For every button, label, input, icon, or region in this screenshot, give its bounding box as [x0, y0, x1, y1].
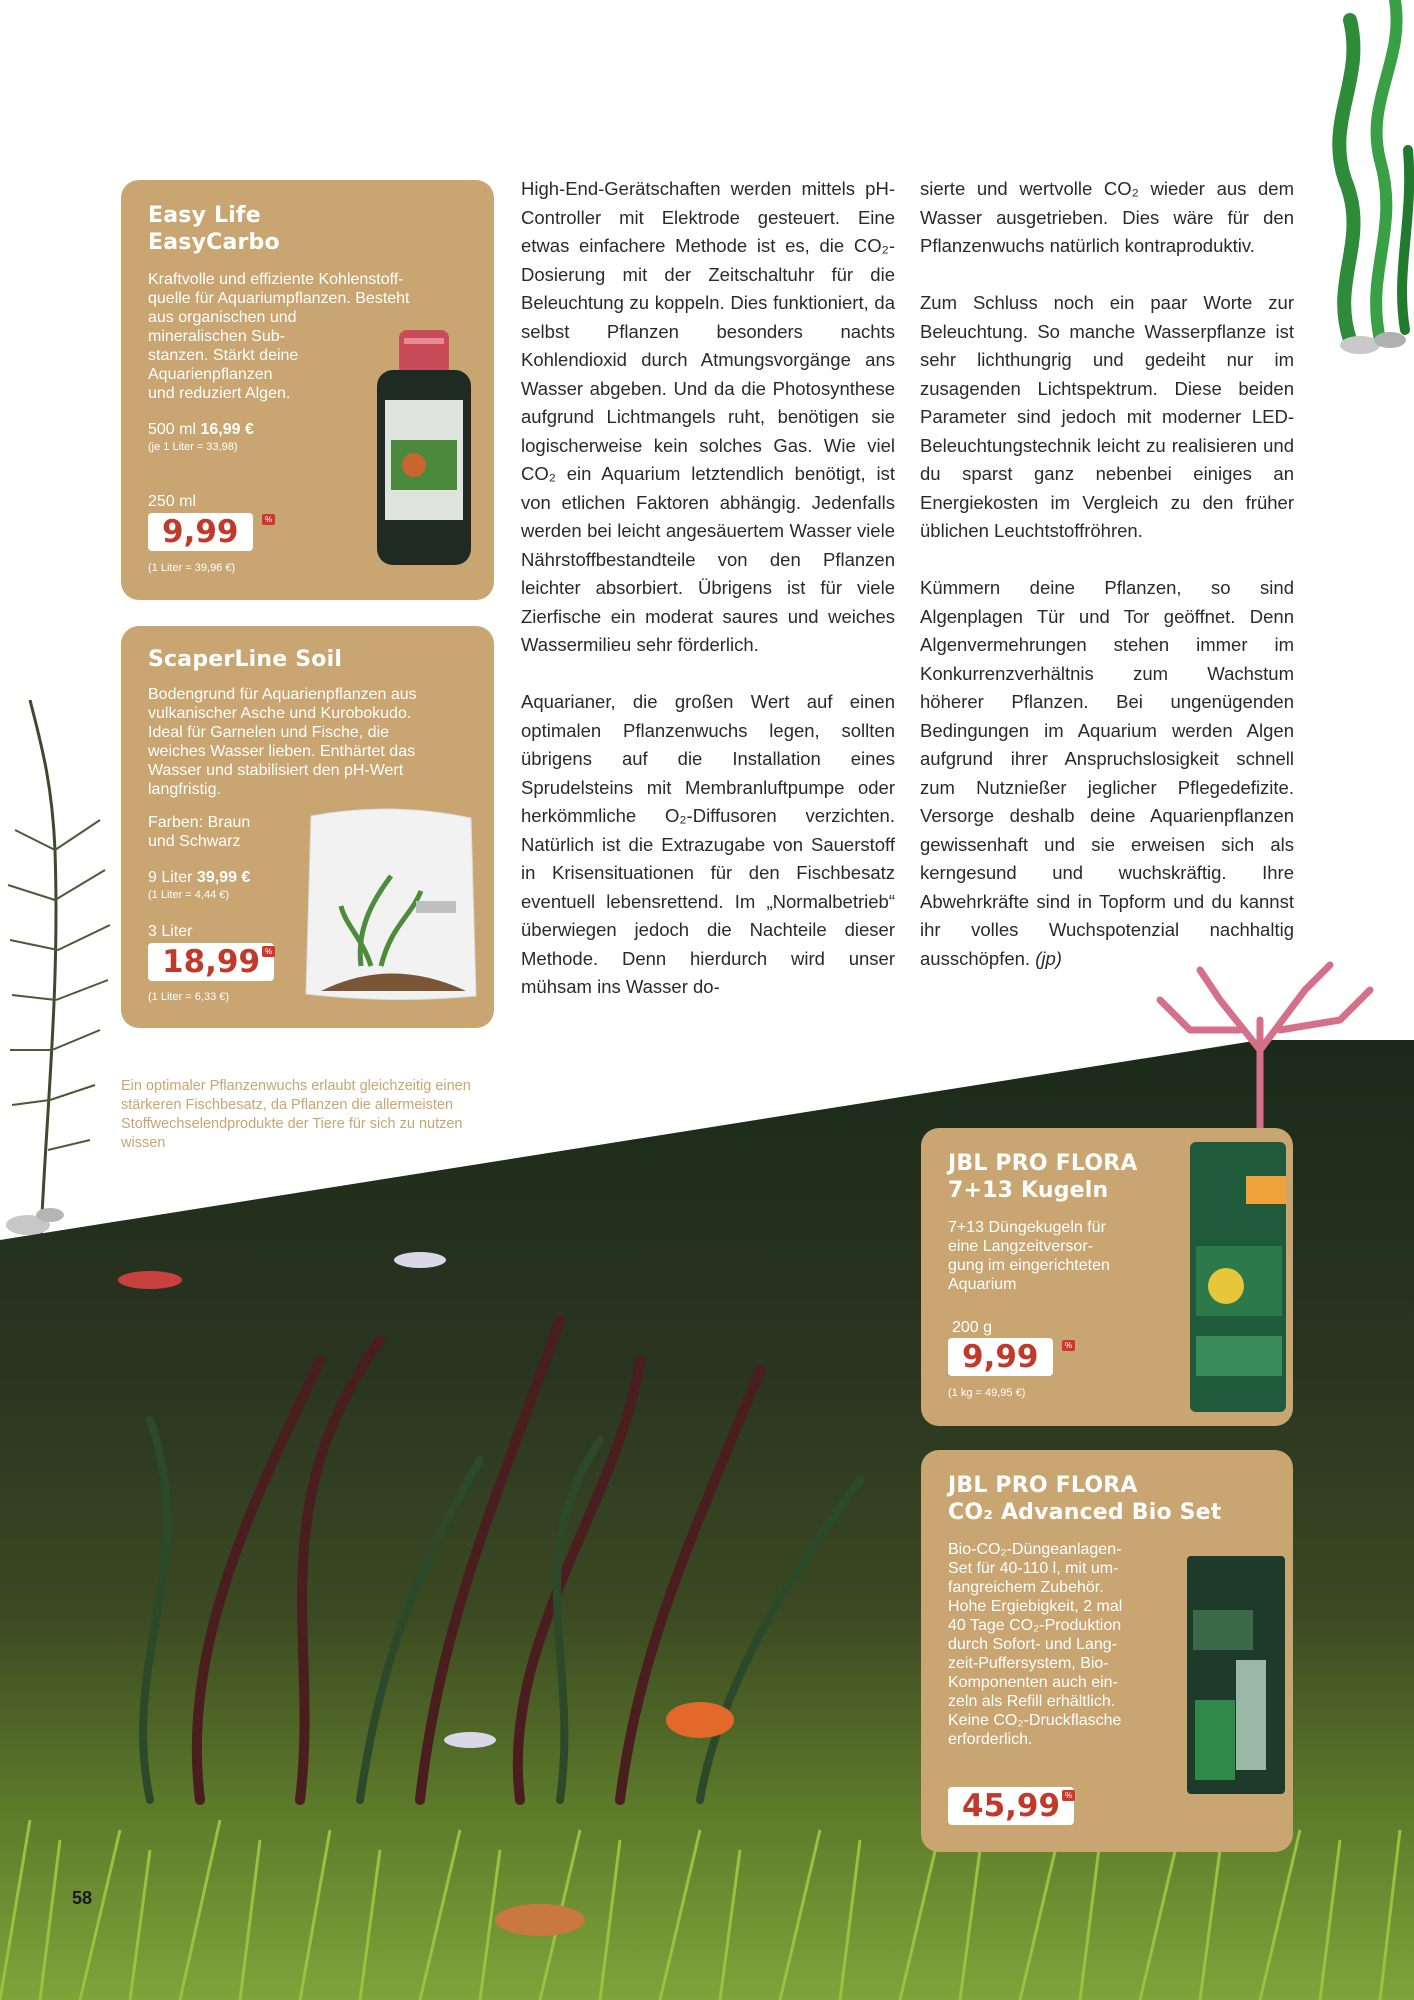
- product-title: Easy Life EasyCarbo: [148, 203, 280, 255]
- product-description: 7+13 Düngekugeln für eine Langzeitversor- gung im eingerichteten Aquarium: [948, 1219, 1110, 1293]
- paragraph: High-End-Gerätschaften werden mittels pH-Controller mit Elektrode gesteuert. Eine etwas einfachere Methode ist es, die CO₂-Dosierung mit der Zeitschaltuhr für die Beleuchtung zu koppeln. Dies funktioniert, da selbst Pflanzen besonders nachts Kohlendioxid durch Atmungsvorgänge ans Wasser abgeben. Und da die Photosynthese aufgrund Lichtmangels ruht, benötigen sie logischerweise kein solches Gas. Wie viel CO₂ ein Aquarium letztendlich benötigt, ist von etlichen Faktoren abhängig. Jedenfalls werden bei leicht angesäuertem Wasser viele Nährstoffbestandteile von den Pflanzen leichter absorbiert. Übrigens ist für viele Zierfische ein moderat saures und weiches Wassermilieu sehr förderlich.: [521, 178, 895, 655]
- size-price-large: 9 Liter 39,99 €: [148, 869, 251, 886]
- paragraph: Aquarianer, die großen Wert auf einen optimalen Pflanzenwuchs legen, sollten übrigens auf die Installation eines Sprudelsteins mit Membranluftpumpe oder herkömmliche O₂-Diffusoren verzichten. Natürlich ist die Extrazugabe von Sauerstoff in Krisensituationen für den Fischbesatz eventuell lebensrettend. Im „Normalbetrieb“ überwiegen jedoch die Nachteile dieser Methode. Denn hierdurch wird unser mühsam ins Wasser do-: [521, 691, 895, 997]
- color-options: Farben: Braun und Schwarz: [148, 814, 251, 850]
- discount-badge: %: [1062, 1790, 1075, 1801]
- paragraph: sierte und wertvolle CO₂ wieder aus dem Wasser ausgetrieben. Dies wäre für den Pflanzenwuchs natürlich kontraproduktiv.: [920, 178, 1294, 256]
- article-column-2: [920, 175, 1294, 973]
- author-initials: (jp): [1035, 947, 1062, 969]
- coral-decoration: [1130, 960, 1390, 1130]
- size-label: 200 g: [952, 1319, 993, 1336]
- size-label: 3 Liter: [148, 923, 193, 940]
- paragraph: Zum Schluss noch ein paar Worte zur Beleuchtung. So manche Wasserpflanze ist sehr lichthungrig und gedeiht nur im zusagenden Lichtspektrum. Diese beiden Parameter sind jedoch mit moderner LED-Beleuchtungstechnik leicht zu realisieren und du sparst ganz nebenbei einiges an Energiekosten im Vergleich zu den früher üblichen Leuchtstoffröhren.: [920, 292, 1294, 541]
- fern-decoration: [0, 700, 125, 1260]
- price-tag: 9,99: [948, 1338, 1053, 1376]
- bag-image: [301, 806, 481, 1006]
- size-price-large: 500 ml 16,99 €: [148, 421, 254, 438]
- price-tag: 45,99: [948, 1787, 1074, 1825]
- photo-caption: Ein optimaler Pflanzenwuchs erlaubt gleichzeitig einen stärkeren Fischbesatz, da Pflanzen die allermeisten Stoffwechselendprodukte der Tiere für sich zu nutzen wissen: [121, 1078, 471, 1151]
- product-card-easycarbo[interactable]: [121, 180, 494, 600]
- article-column-1: [521, 175, 895, 1002]
- price-tag: 9,99: [148, 513, 253, 551]
- box-image: [1181, 1550, 1291, 1800]
- bottle-image: [369, 330, 479, 570]
- size-label: 250 ml: [148, 493, 197, 510]
- discount-badge: %: [262, 514, 275, 525]
- product-card-proflora-kugeln[interactable]: [921, 1128, 1293, 1426]
- paragraph: Kümmern deine Pflanzen, so sind Algenplagen Tür und Tor geöffnet. Denn Algenvermehrungen stehen immer im Konkurrenzverhältnis zum Wachstum höherer Pflanzen. Bei ungenügenden Bedingungen im Aquarium werden Algen aufgrund ihrer Anspruchslosigkeit schnell zum Nutznießer jeglicher Pflegedefizite. Versorge deshalb deine Aquarienpflanzen gewissenhaft und sie erweisen sich als kerngesund und wuchskräftig. Ihre Abwehrkräfte sind in Topform und du kannst ihr volles Wuchspotenzial nachhaltig ausschöpfen. (jp): [920, 577, 1294, 969]
- product-title: ScaperLine Soil: [148, 647, 343, 672]
- discount-badge: %: [262, 946, 275, 957]
- page-number: 58: [72, 1888, 93, 1908]
- product-title: JBL PRO FLORA CO₂ Advanced Bio Set: [948, 1473, 1222, 1525]
- unit-price: (1 Liter = 6,33 €): [148, 991, 230, 1003]
- product-title: JBL PRO FLORA 7+13 Kugeln: [948, 1151, 1138, 1203]
- unit-price-large: (je 1 Liter = 33,98): [148, 441, 238, 453]
- unit-price-large: (1 Liter = 4,44 €): [148, 889, 230, 901]
- discount-badge: %: [1062, 1340, 1075, 1351]
- unit-price: (1 Liter = 39,96 €): [148, 562, 236, 574]
- seaweed-decoration: [1310, 0, 1414, 360]
- product-card-proflora-co2[interactable]: [921, 1450, 1293, 1852]
- product-description: Kraftvolle und effiziente Kohlenstoff- quelle für Aquariumpflanzen. Besteht aus organischen und mineralischen Sub- stanzen. Stärkt deine Aquarienpflanzen und reduziert Algen.: [148, 271, 410, 402]
- unit-price: (1 kg = 49,95 €): [948, 1387, 1026, 1399]
- product-description: Bio-CO₂-Düngeanlagen- Set für 40-110 l, mit um- fangreichem Zubehör. Hohe Ergiebigkeit, 2 mal 40 Tage CO₂-Produktion durch Sofort- und Lang- zeit-Puffersystem, Bio- Komponenten auch ein- zeln als Refill erhältlich. Keine CO₂-Druckflasche erforderlich.: [948, 1541, 1123, 1748]
- box-image: [1186, 1136, 1290, 1426]
- product-card-scaperline[interactable]: [121, 626, 494, 1028]
- product-description: Bodengrund für Aquarienpflanzen aus vulkanischer Asche und Kurobokudo. Ideal für Garnelen und Fische, die weiches Wasser lieben. Enthärtet das Wasser und stabilisiert den pH-Wert langfristig.: [148, 686, 417, 798]
- price-tag: 18,99: [148, 943, 274, 981]
